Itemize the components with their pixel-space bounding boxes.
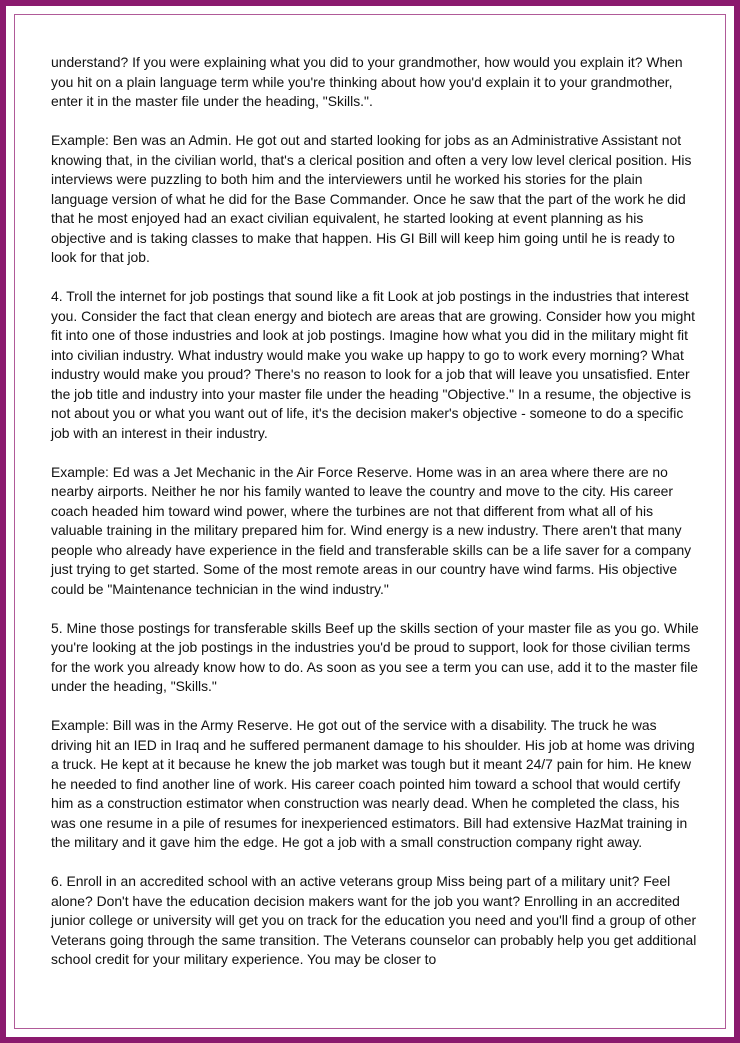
- paragraph-step-4: 4. Troll the internet for job postings that sound like a fit Look at job postings in the industries that interest you. Consider the fact that clean energy and biotech are areas that are growing. Consider how you might fit into one of those industries and look at job postings. Imagine how what you did in the military might fit into civilian industry. What industry would make you wake up happy to go to work every morning? What industry would make you proud? There's no reason to look for a job that will leave you unsatisfied. Enter the job title and industry into your master file under the heading "Objective." In a resume, the objective is not about you or what you want out of life, it's the decision maker's objective - someone to do a specific job with an interest in their industry.: [51, 288, 695, 441]
- paragraph-example-ed: Example: Ed was a Jet Mechanic in the Air Force Reserve. Home was in an area where there are no nearby airports. Neither he nor his family wanted to leave the country and move to the city. His career coach headed him toward wind power, where the turbines are not that different from what all of his valuable training in the military prepared him for. Wind energy is a new industry. There aren't that many people who already have experience in the field and transferable skills can be a life saver for a company just trying to get started. Some of the most remote areas in our country have wind farms. His objective could be "Maintenance technician in the wind industry.": [51, 463, 692, 597]
- paragraph-example-ben: Example: Ben was an Admin. He got out and started looking for jobs as an Administrative Assistant not knowing that, in the civilian world, that's a clerical position and often a very low level clerical position. His interviews were puzzling to both him and the interviewers until he worked his stories for the plain language version of what he did for the Base Commander. Once he saw that the part of the work he did that he most enjoyed had an exact civilian equivalent, he started looking at event planning as his objective and is taking classes to make that happen. His GI Bill will keep him going until he is ready to look for that job.: [51, 132, 692, 265]
- paragraph-example-bill: Example: Bill was in the Army Reserve. He got out of the service with a disability. The truck he was driving hit an IED in Iraq and he suffered permanent damage to his shoulder. His job at home was driving a truck. He kept at it because he knew the job market was tough but it meant 24/7 pain for him. He knew he needed to find another line of work. His career coach pointed him toward a school that would certify him as a construction estimator when construction was nearly dead. When he completed the class, his was one resume in a pile of resumes for inexperienced estimators. Bill had extensive HazMat training in the military and it gave him the edge. He got a job with a small construction company right away.: [51, 717, 695, 850]
- paragraph-intro-continuation: understand? If you were explaining what you did to your grandmother, how would you explain it? When you hit on a plain language term while you're thinking about how you'd explain it to your grandmother, enter it in the master file under the heading, "Skills.".: [51, 54, 683, 109]
- document-body: [51, 53, 699, 989]
- paragraph-step-5: 5. Mine those postings for transferable skills Beef up the skills section of your master file as you go. While you're looking at the job postings in the industries you'd be proud to support, look for those civilian terms for the work you already know how to do. As soon as you see a term you can use, add it to the master file under the heading, "Skills.": [51, 619, 699, 694]
- paragraph-step-6: 6. Enroll in an accredited school with an active veterans group Miss being part of a military unit? Feel alone? Don't have the education decision makers want for the job you want? Enrolling in an accredited junior college or university will get you on track for the education you need and you'll find a group of other Veterans going through the same transition. The Veterans counselor can probably help you get additional school credit for your military experience. You may be closer to: [51, 873, 697, 967]
